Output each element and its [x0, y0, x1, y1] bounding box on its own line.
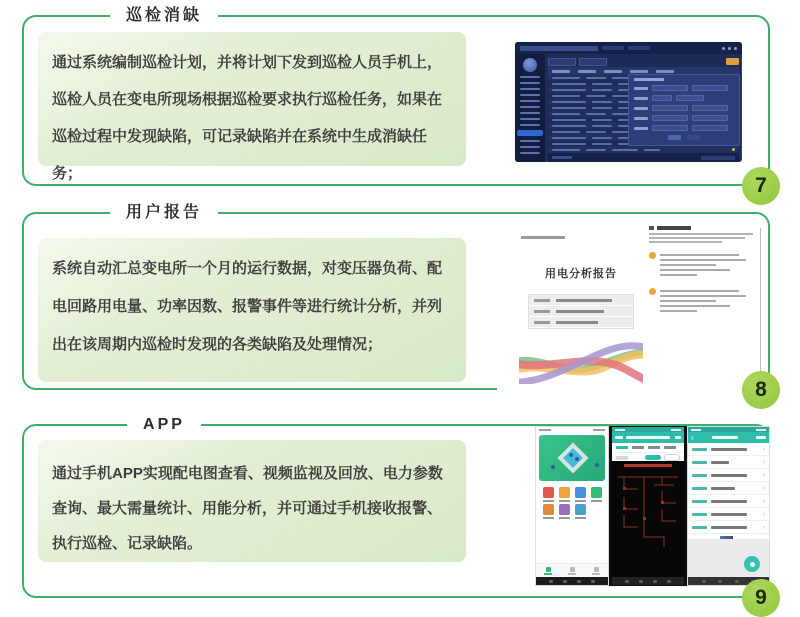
paragraph-line	[649, 237, 745, 239]
phone-home-screen	[536, 427, 608, 585]
scada-body	[515, 54, 742, 162]
video-icon	[575, 487, 586, 498]
sidebar-item	[520, 100, 540, 102]
bullet-icon	[649, 252, 656, 259]
sidebar-item	[520, 146, 540, 148]
page-divider	[760, 228, 761, 372]
tab-message	[560, 564, 584, 577]
form-header	[688, 432, 769, 443]
form-field-row	[688, 443, 769, 456]
card-title-inspection: 巡检消缺	[110, 4, 218, 28]
scada-screenshot	[515, 42, 742, 162]
feature-card-inspection	[22, 7, 770, 197]
figure-dot	[575, 457, 579, 461]
record-lines	[660, 287, 753, 315]
filter-field	[579, 58, 607, 66]
description-panel: 通过手机APP实现配电图查看、视频监视及回放、电力参数查询、最大需量统计、用能分析，并可通过手机接收报警、执行巡检、记录缺陷。	[38, 440, 466, 562]
report-icon	[575, 504, 586, 515]
step-badge: 9	[742, 579, 780, 617]
chevron-right-icon: ›	[762, 510, 765, 518]
app-screenshots	[510, 427, 772, 587]
pagination	[701, 156, 735, 160]
sidebar-item	[520, 94, 540, 96]
sidebar-item	[520, 76, 540, 78]
form-field-row	[688, 469, 769, 482]
scada-sidebar	[515, 54, 545, 162]
sidebar-item	[520, 82, 540, 84]
tab-row	[612, 443, 684, 453]
paragraph-line	[649, 241, 722, 243]
sidebar-item	[520, 140, 540, 142]
window-controls-icon	[722, 47, 737, 50]
confirm-button	[668, 135, 681, 140]
hero-illustration	[539, 435, 605, 481]
phone-screen	[612, 427, 684, 585]
feature-card-report	[22, 204, 770, 401]
form-field-row	[688, 521, 769, 534]
scada-toolbar	[548, 56, 739, 67]
scada-main	[545, 54, 742, 162]
figure-dot	[569, 453, 573, 457]
app-header	[612, 432, 684, 443]
scada-titlebar	[515, 42, 742, 54]
defect-record	[649, 287, 753, 315]
step-badge: 8	[742, 371, 780, 409]
app-icon-grid	[536, 483, 608, 519]
sidebar-item	[520, 88, 540, 90]
report-info-table	[528, 294, 634, 329]
sidebar-item	[517, 130, 543, 136]
report-header-text	[521, 236, 565, 239]
query-button	[645, 455, 661, 460]
sidebar-item	[520, 152, 540, 154]
chevron-right-icon: ›	[762, 445, 765, 453]
inspection-icon	[543, 504, 554, 515]
energy-icon	[559, 504, 570, 515]
paragraph-line	[649, 233, 753, 235]
report-title: 用电分析报告	[545, 268, 617, 280]
cancel-button	[687, 135, 700, 140]
dropdown	[616, 456, 628, 460]
report-info-row	[529, 295, 633, 306]
feature-card-app	[22, 416, 770, 609]
android-navbar	[536, 577, 608, 585]
form-field-row	[688, 482, 769, 495]
user-avatar	[523, 58, 537, 72]
circuit-graphic	[612, 467, 684, 562]
scada-menu	[602, 46, 624, 50]
tab-profile	[584, 564, 608, 577]
back-icon: ‹	[691, 432, 694, 442]
description-panel: 通过系统编制巡检计划，并将计划下发到巡检人员手机上，巡检人员在变电所现场根据巡检要求执行巡检任务，如果在巡检过程中发现缺陷，可记录缺陷并在系统中生成消缺任务；	[38, 32, 466, 166]
form-field-row	[688, 508, 769, 521]
figure-dot	[551, 465, 555, 469]
tab-home	[536, 564, 560, 577]
phone-diagram-screen	[610, 427, 686, 585]
chevron-right-icon: ›	[762, 523, 765, 531]
sidebar-item	[520, 124, 540, 126]
report-info-row	[529, 317, 633, 328]
scada-title-text	[520, 46, 598, 51]
alarm-icon	[559, 487, 570, 498]
description-panel: 系统自动汇总变电所一个月的运行数据，对变压器负荷、配电回路用电量、功率因数、报警事件等进行统计分析，并列出在该周期内巡检时发现的各类缺陷及处理情况；	[38, 238, 466, 382]
step-badge: 7	[742, 167, 780, 205]
form-row	[634, 95, 734, 101]
report-screenshot	[497, 222, 759, 390]
search-button	[726, 58, 739, 65]
camera-fab-button	[744, 556, 760, 572]
card-title-report: 用户报告	[110, 201, 218, 225]
figure-dot	[595, 463, 599, 467]
reset-button	[664, 454, 680, 461]
task-dialog	[628, 74, 740, 146]
status-dot	[732, 148, 735, 151]
chevron-right-icon: ›	[762, 497, 765, 505]
report-cover-page	[519, 232, 643, 384]
dialog-buttons	[629, 135, 739, 140]
filter-field	[548, 58, 576, 66]
chevron-right-icon: ›	[762, 458, 765, 466]
sidebar-item	[520, 118, 540, 120]
one-line-diagram	[612, 461, 684, 577]
form-row	[634, 125, 734, 131]
realtime-data-icon	[543, 487, 554, 498]
diagram-icon	[591, 487, 602, 498]
statusbar	[548, 153, 739, 162]
form-footer-area	[688, 539, 769, 577]
sidebar-item	[520, 112, 540, 114]
form-row	[634, 105, 734, 111]
section-heading	[649, 226, 753, 230]
bullet-icon	[649, 288, 656, 295]
form-row	[634, 115, 734, 121]
card-title-app: APP	[127, 413, 201, 437]
record-lines	[660, 251, 753, 279]
bottom-tab-bar	[536, 563, 608, 577]
phone-defect-form	[688, 427, 769, 585]
android-navbar	[612, 577, 684, 585]
report-detail-page	[649, 226, 753, 376]
report-info-row	[529, 306, 633, 317]
ribbon-waves-graphic	[519, 336, 643, 384]
defect-record	[649, 251, 753, 279]
form-row	[634, 85, 734, 91]
chevron-right-icon: ›	[762, 471, 765, 479]
form-field-row	[688, 456, 769, 469]
chevron-right-icon: ›	[762, 484, 765, 492]
dialog-title	[634, 78, 664, 81]
form-field-row	[688, 495, 769, 508]
sidebar-item	[520, 106, 540, 108]
phone-statusbar	[536, 427, 608, 433]
scada-menu	[628, 46, 650, 50]
